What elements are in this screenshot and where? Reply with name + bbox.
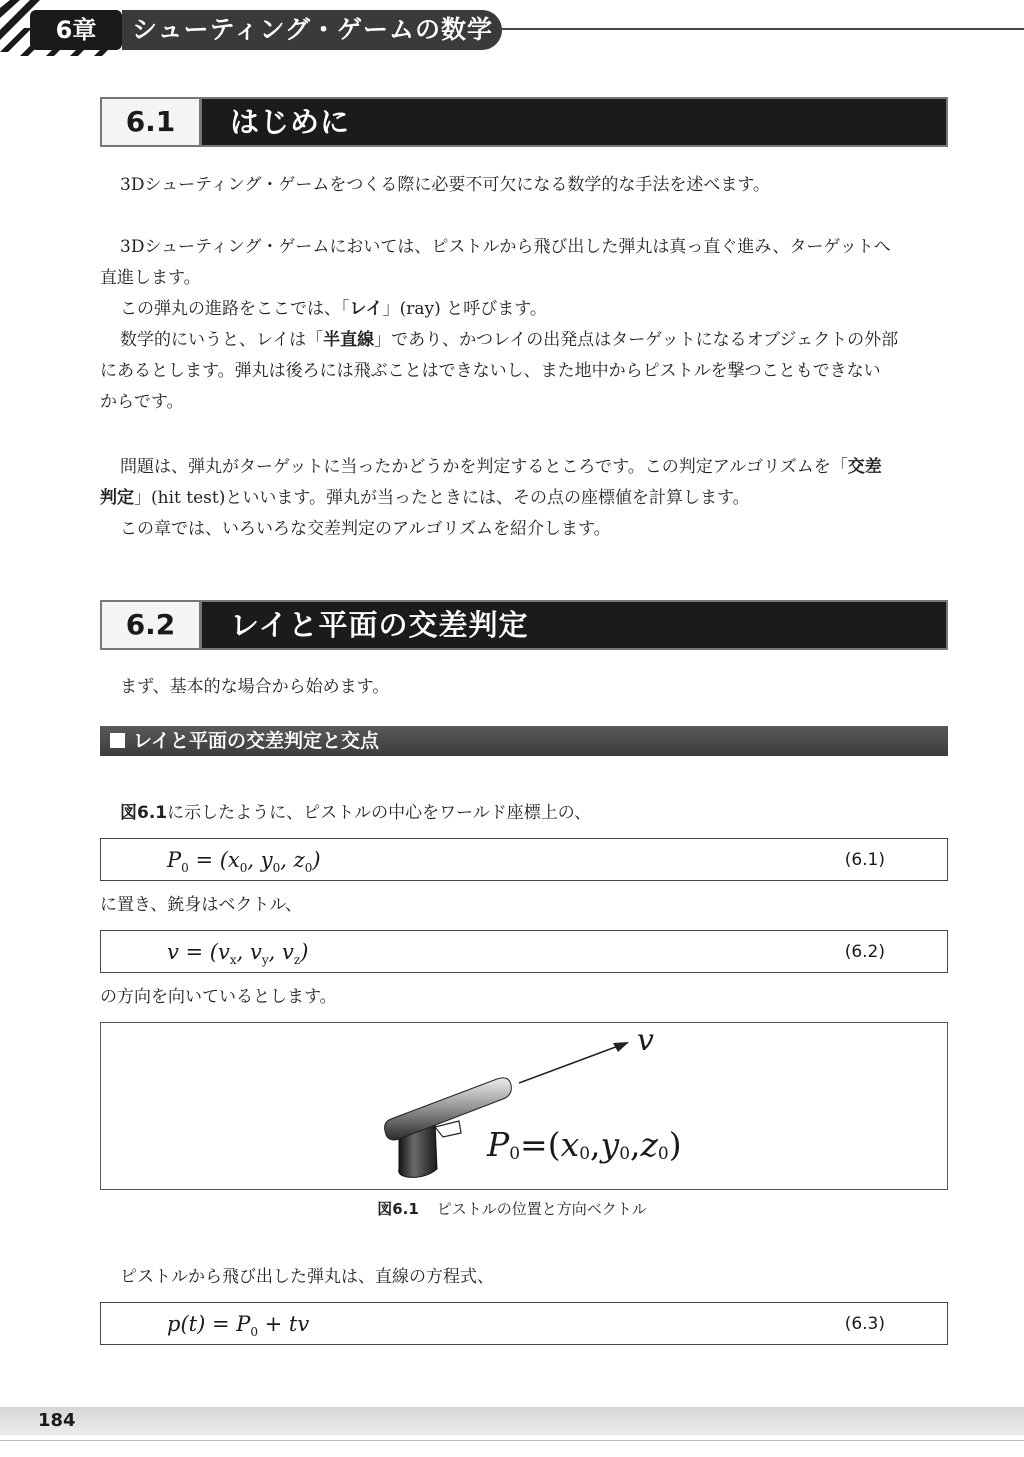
- section-number: 6.2: [102, 602, 202, 648]
- bold-term: 交差: [847, 457, 882, 477]
- math-subscript: 0: [181, 861, 189, 876]
- math-text: ,: [630, 1125, 641, 1164]
- math-text: ,: [590, 1125, 601, 1164]
- paragraph: に置き、銃身はベクトル、: [100, 895, 302, 915]
- bold-term: 半直線: [323, 330, 375, 350]
- section-title: レイと平面の交差判定: [230, 608, 529, 642]
- bold-term: 判定: [100, 488, 134, 508]
- math-text: =(: [520, 1125, 561, 1164]
- math-symbol: P: [487, 1125, 510, 1164]
- text-line: [100, 294, 950, 325]
- chapter-title: シューティング・ゲームの数学: [122, 10, 502, 50]
- bold-term: レイ: [349, 299, 383, 319]
- figure-caption: [0, 1198, 1024, 1219]
- math-subscript: 0: [250, 1325, 258, 1340]
- math-text: , z: [280, 848, 305, 872]
- equation-number: (6.3): [844, 1314, 885, 1334]
- position-label: [487, 1125, 682, 1164]
- math-symbol: y: [600, 1125, 620, 1164]
- equation-expression: [167, 1303, 309, 1353]
- text-run: 」(hit test)といいます。弾丸が当ったときには、その点の座標値を計算します。: [134, 488, 750, 508]
- paragraph: の方向を向いているとします。: [100, 987, 337, 1007]
- equation-6-3: [100, 1302, 948, 1345]
- footer-rule: [0, 1440, 1024, 1441]
- section-heading-6-1: [100, 97, 948, 147]
- text-line: 直進します。: [100, 268, 201, 288]
- math-text: ): [668, 1125, 682, 1164]
- math-text: ): [300, 940, 309, 964]
- math-subscript: z: [293, 953, 301, 968]
- math-subscript: 0: [579, 1144, 591, 1164]
- subsection-title: レイと平面の交差判定と交点: [133, 730, 380, 752]
- text-line: からです。: [100, 392, 184, 412]
- math-text: , v: [268, 940, 294, 964]
- text-run: 」(ray) と呼びます。: [382, 299, 547, 319]
- paragraph: [100, 798, 950, 829]
- math-subscript: 0: [619, 1144, 631, 1164]
- caption-text: ピストルの位置と方向ベクトル: [436, 1200, 647, 1218]
- text-run: に示したように、ピストルの中心をワールド座標上の、: [167, 803, 592, 823]
- text-run: 問題は、弾丸がターゲットに当ったかどうかを判定するところです。この判定アルゴリズムを「: [120, 457, 848, 477]
- math-text: ): [312, 848, 321, 872]
- paragraph: ピストルから飛び出した弾丸は、直線の方程式、: [120, 1267, 494, 1287]
- equation-6-1: [100, 838, 948, 881]
- math-subscript: 0: [304, 861, 313, 876]
- text-line: にあるとします。弾丸は後ろには飛ぶことはできないし、また地中からピストルを撃つこともできない: [100, 361, 881, 381]
- text-line: この章では、いろいろな交差判定のアルゴリズムを紹介します。: [120, 519, 611, 539]
- math-subscript: 0: [509, 1144, 521, 1164]
- math-text: p(t) = P: [167, 1312, 251, 1336]
- math-symbol: z: [640, 1125, 658, 1164]
- text-line: [100, 452, 950, 483]
- page-footer-band: [0, 1407, 1024, 1435]
- arrowhead: [613, 1042, 629, 1052]
- math-subscript: y: [261, 953, 269, 968]
- equation-number: (6.1): [844, 850, 885, 870]
- caption-number: 図6.1: [377, 1200, 419, 1218]
- direction-vector-arrow: [519, 1045, 621, 1083]
- figure-6-1: [100, 1022, 948, 1190]
- paragraph: [100, 232, 950, 418]
- vector-label: v: [637, 1023, 654, 1058]
- paragraph: まず、基本的な場合から始めます。: [120, 677, 390, 697]
- text-run: この弾丸の進路をここでは、「: [120, 299, 350, 319]
- text-line: [100, 325, 950, 356]
- math-subscript: x: [229, 953, 237, 968]
- square-bullet-icon: [110, 733, 125, 748]
- chapter-number: 6章: [30, 10, 122, 50]
- text-line: [100, 483, 950, 514]
- page-number: 184: [38, 1410, 76, 1431]
- text-run: 数学的にいうと、レイは「: [120, 330, 324, 350]
- paragraph: 3Dシューティング・ゲームをつくる際に必要不可欠になる数学的な手法を述べます。: [120, 175, 771, 195]
- pistol-illustration: [101, 1023, 949, 1191]
- math-subscript: 0: [657, 1144, 669, 1164]
- equation-expression: [167, 931, 308, 981]
- math-text: , y: [247, 848, 273, 872]
- text-run: 」であり、かつレイの出発点はターゲットになるオブジェクトの外部: [374, 330, 899, 350]
- math-subscript: 0: [272, 861, 281, 876]
- figure-reference: 図6.1: [120, 803, 168, 823]
- math-subscript: 0: [239, 861, 248, 876]
- paragraph: [100, 452, 950, 545]
- math-text: = (x: [188, 848, 240, 872]
- chapter-header-rule: [500, 28, 1024, 30]
- equation-expression: [167, 839, 321, 889]
- section-heading-6-2: [100, 600, 948, 650]
- text-line: 3Dシューティング・ゲームにおいては、ピストルから飛び出した弾丸は真っ直ぐ進み、ターゲットへ: [120, 237, 891, 257]
- section-number: 6.1: [102, 99, 202, 145]
- subsection-heading: [100, 726, 948, 756]
- math-symbol: P: [167, 848, 182, 872]
- section-title: はじめに: [230, 105, 351, 139]
- equation-6-2: [100, 930, 948, 973]
- math-symbol: x: [560, 1125, 580, 1164]
- math-text: , v: [236, 940, 262, 964]
- math-text: + tv: [257, 1312, 310, 1336]
- math-text: v = (v: [167, 940, 230, 964]
- equation-number: (6.2): [844, 942, 885, 962]
